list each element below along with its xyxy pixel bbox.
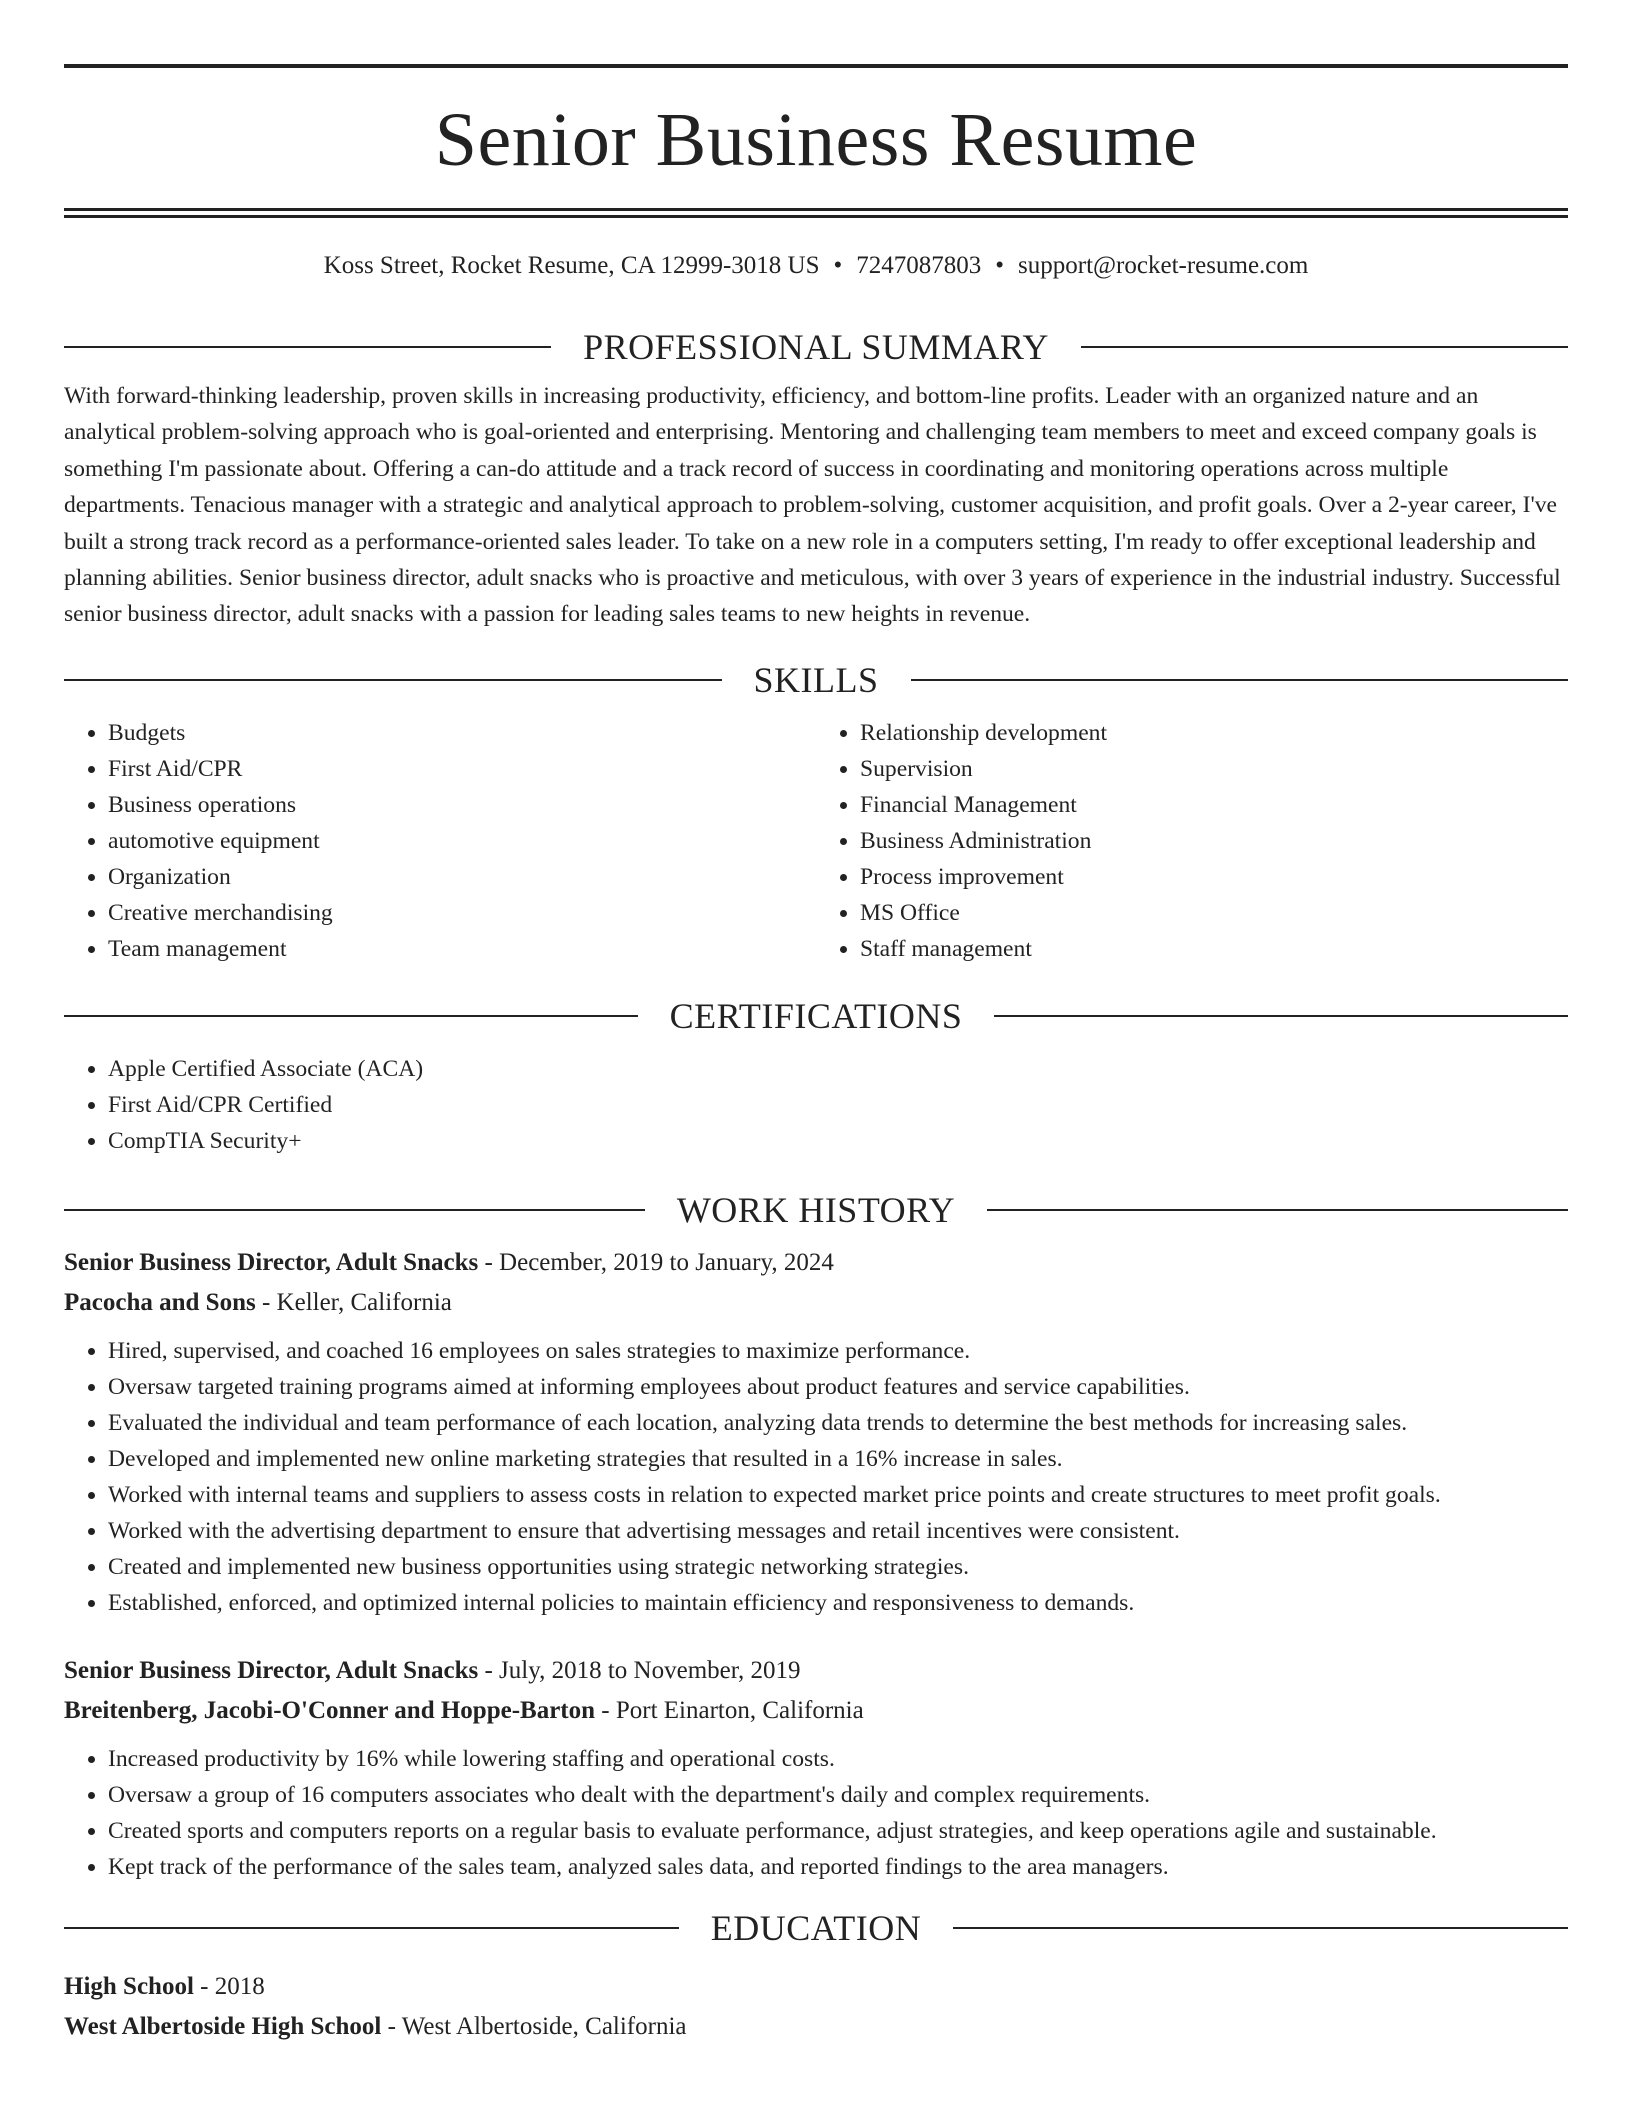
skill-item: • Business Administration — [860, 823, 1568, 859]
job-company-line — [64, 1283, 1568, 1323]
skills-column-left — [64, 715, 816, 967]
job-dates: - December, 2019 to January, 2024 — [478, 1248, 834, 1276]
job-bullet: • Worked with internal teams and suppliers to assess costs in relation to expected market price points and create structures to meet profit goals. — [108, 1477, 1568, 1513]
heading-rule-right — [994, 1015, 1568, 1017]
page-title: Senior Business Resume — [434, 98, 1198, 182]
education-entry — [64, 1967, 1568, 2047]
heading-rule-left — [64, 1209, 645, 1211]
education-school-line — [64, 2007, 1568, 2047]
skills-heading — [64, 659, 1568, 701]
job-entry — [64, 1651, 1568, 1885]
skill-item: • Creative merchandising — [108, 895, 816, 931]
heading-rule-right — [911, 679, 1569, 681]
skill-item: • Organization — [108, 859, 816, 895]
skills-list — [64, 715, 1568, 967]
skill-item: • Relationship development — [860, 715, 1568, 751]
heading-rule-right — [987, 1209, 1568, 1211]
job-bullet: • Created and implemented new business opportunities using strategic networking strategies. — [108, 1549, 1568, 1585]
job-bullet: • Hired, supervised, and coached 16 employees on sales strategies to maximize performance. — [108, 1333, 1568, 1369]
job-company-line — [64, 1691, 1568, 1731]
job-bullets — [64, 1333, 1568, 1621]
education-heading-label: EDUCATION — [710, 1907, 922, 1948]
heading-rule-left — [64, 1927, 679, 1929]
job-bullet: • Oversaw a group of 16 computers associates who dealt with the department's daily and complex requirements. — [108, 1777, 1568, 1813]
work-history-heading-label: WORK HISTORY — [676, 1189, 956, 1230]
skill-item: • MS Office — [860, 895, 1568, 931]
skill-item: • automotive equipment — [108, 823, 816, 859]
contact-email: support@rocket-resume.com — [1018, 252, 1309, 279]
certifications-heading-label: CERTIFICATIONS — [669, 995, 963, 1036]
skill-item: • Staff management — [860, 931, 1568, 967]
heading-rule-left — [64, 346, 551, 348]
skills-heading-label: SKILLS — [753, 659, 879, 700]
skill-item: • Team management — [108, 931, 816, 967]
job-location: - Port Einarton, California — [595, 1696, 864, 1724]
job-location: - Keller, California — [255, 1288, 452, 1316]
skill-item: • Financial Management — [860, 787, 1568, 823]
job-title: Senior Business Director, Adult Snacks — [64, 1656, 479, 1684]
job-entry — [64, 1243, 1568, 1621]
job-dates: - July, 2018 to November, 2019 — [478, 1656, 801, 1684]
job-bullets — [64, 1741, 1568, 1885]
job-title-line — [64, 1243, 1568, 1283]
heading-rule-left — [64, 1015, 638, 1017]
education-location: - West Albertoside, California — [381, 2012, 687, 2040]
certification-item: • CompTIA Security+ — [108, 1123, 1568, 1159]
job-company: Pacocha and Sons — [64, 1288, 256, 1316]
job-bullet: • Developed and implemented new online marketing strategies that resulted in a 16% increase in sales. — [108, 1441, 1568, 1477]
job-bullet: • Created sports and computers reports on a regular basis to evaluate performance, adjust strategies, and keep operations agile and sustainable. — [108, 1813, 1568, 1849]
certifications-heading — [64, 995, 1568, 1037]
certification-item: • First Aid/CPR Certified — [108, 1087, 1568, 1123]
skills-column-right — [816, 715, 1568, 967]
heading-rule-right — [953, 1927, 1568, 1929]
job-bullet: • Kept track of the performance of the sales team, analyzed sales data, and reported findings to the area managers. — [108, 1849, 1568, 1885]
contact-separator: • — [995, 252, 1005, 279]
heading-rule-left — [64, 679, 722, 681]
contact-separator: • — [833, 252, 843, 279]
skill-item: • Process improvement — [860, 859, 1568, 895]
skill-item: • Supervision — [860, 751, 1568, 787]
skill-item: • First Aid/CPR — [108, 751, 816, 787]
summary-heading — [64, 326, 1568, 368]
certification-item: • Apple Certified Associate (ACA) — [108, 1051, 1568, 1087]
work-history-heading — [64, 1189, 1568, 1231]
contact-address: Koss Street, Rocket Resume, CA 12999-3018 US — [323, 252, 820, 279]
contact-phone: 7247087803 — [856, 252, 982, 279]
education-year: - 2018 — [193, 1972, 265, 2000]
title-double-rule — [64, 208, 1568, 218]
job-title: Senior Business Director, Adult Snacks — [64, 1248, 479, 1276]
job-title-line — [64, 1651, 1568, 1691]
summary-text: With forward-thinking leadership, proven skills in increasing productivity, efficiency, and bottom-line profits. Leader with an organized nature and an analytical problem-solving approach who is goal-oriented and enterprising. Mentoring and challenging team members to meet and exceed company goals is something I'm passionate about. Offering a can-do attitude and a track record of success in coordinating and monitoring operations across multiple departments. Tenacious manager with a strategic and analytical approach to problem-solving, customer acquisition, and profit goals. Over a 2-year career, I've built a strong track record as a performance-oriented sales leader. To take on a new role in a computers setting, I'm ready to offer exceptional leadership and planning abilities. Senior business director, adult snacks who is proactive and meticulous, with over 3 years of experience in the industrial industry. Successful senior business director, adult snacks with a passion for leading sales teams to new heights in revenue. — [64, 383, 1561, 628]
education-heading — [64, 1907, 1568, 1949]
education-school: West Albertoside High School — [64, 2012, 382, 2040]
job-bullet: • Evaluated the individual and team performance of each location, analyzing data trends to determine the best methods for increasing sales. — [108, 1405, 1568, 1441]
contact-line — [64, 252, 1568, 280]
job-bullet: • Oversaw targeted training programs aimed at informing employees about product features and service capabilities. — [108, 1369, 1568, 1405]
top-rule — [64, 64, 1568, 68]
job-company: Breitenberg, Jacobi-O'Conner and Hoppe-Barton — [64, 1696, 596, 1724]
summary-heading-label: PROFESSIONAL SUMMARY — [583, 327, 1049, 367]
skill-item: • Budgets — [108, 715, 816, 751]
education-degree-line — [64, 1967, 1568, 2007]
job-bullet: • Established, enforced, and optimized internal policies to maintain efficiency and responsiveness to demands. — [108, 1585, 1568, 1621]
job-bullet: • Worked with the advertising department to ensure that advertising messages and retail incentives were consistent. — [108, 1513, 1568, 1549]
job-bullet: • Increased productivity by 16% while lowering staffing and operational costs. — [108, 1741, 1568, 1777]
certifications-list — [64, 1051, 1568, 1159]
skill-item: • Business operations — [108, 787, 816, 823]
education-degree: High School — [64, 1972, 194, 2000]
heading-rule-right — [1081, 346, 1568, 348]
